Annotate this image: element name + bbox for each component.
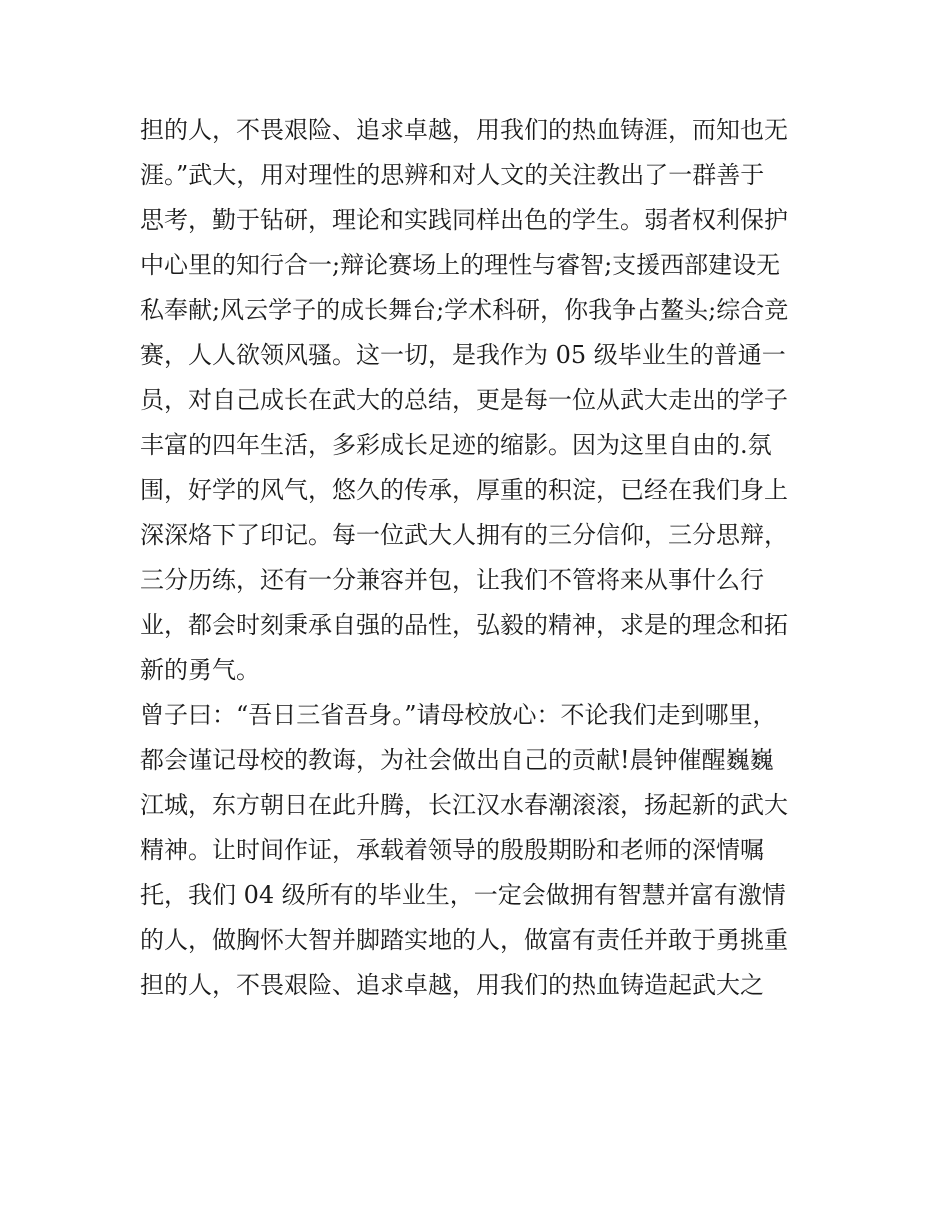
text-line: 三分历练，还有一分兼容并包，让我们不管将来从事什么行 bbox=[140, 566, 764, 594]
text-line: 精神。让时间作证，承载着领导的殷殷期盼和老师的深情嘱 bbox=[140, 836, 764, 864]
text-line: 曾子曰：“吾日三省吾身。”请母校放心：不论我们走到哪里， bbox=[140, 701, 777, 729]
text-line: 的人，做胸怀大智并脚踏实地的人，做富有责任并敢于勇挑重 bbox=[140, 926, 788, 954]
text-line: 员，对自己成长在武大的总结，更是每一位从武大走出的学子 bbox=[140, 386, 788, 414]
text-line: 担的人，不畏艰险、追求卓越，用我们的热血铸造起武大之 bbox=[140, 971, 764, 999]
text-line: 新的勇气。 bbox=[140, 656, 260, 684]
text-line: 丰富的四年生活，多彩成长足迹的缩影。因为这里自由的.氛 bbox=[140, 431, 772, 459]
body-text bbox=[140, 108, 820, 1008]
text-line: 私奉献;风云学子的成长舞台;学术科研，你我争占鳌头;综合竞 bbox=[140, 296, 789, 324]
text-line: 思考，勤于钻研，理论和实践同样出色的学生。弱者权利保护 bbox=[140, 206, 788, 234]
text-line: 中心里的知行合一;辩论赛场上的理性与睿智;支援西部建设无 bbox=[140, 251, 781, 279]
text-line: 担的人，不畏艰险、追求卓越，用我们的热血铸涯，而知也无 bbox=[140, 116, 788, 144]
text-line: 江城，东方朝日在此升腾，长江汉水春潮滚滚，扬起新的武大 bbox=[140, 791, 788, 819]
text-line: 围，好学的风气，悠久的传承，厚重的积淀，已经在我们身上 bbox=[140, 476, 788, 504]
text-line: 业，都会时刻秉承自强的品性，弘毅的精神，求是的理念和拓 bbox=[140, 611, 788, 639]
text-line: 托，我们 04 级所有的毕业生，一定会做拥有智慧并富有激情 bbox=[140, 881, 786, 909]
text-line: 都会谨记母校的教诲，为社会做出自己的贡献!晨钟催醒巍巍 bbox=[140, 746, 774, 774]
text-line: 赛，人人欲领风骚。这一切，是我作为 05 级毕业生的普通一 bbox=[140, 341, 786, 369]
text-line: 深深烙下了印记。每一位武大人拥有的三分信仰，三分思辩， bbox=[140, 521, 788, 549]
text-line: 涯。”武大，用对理性的思辨和对人文的关注教出了一群善于 bbox=[140, 161, 765, 189]
